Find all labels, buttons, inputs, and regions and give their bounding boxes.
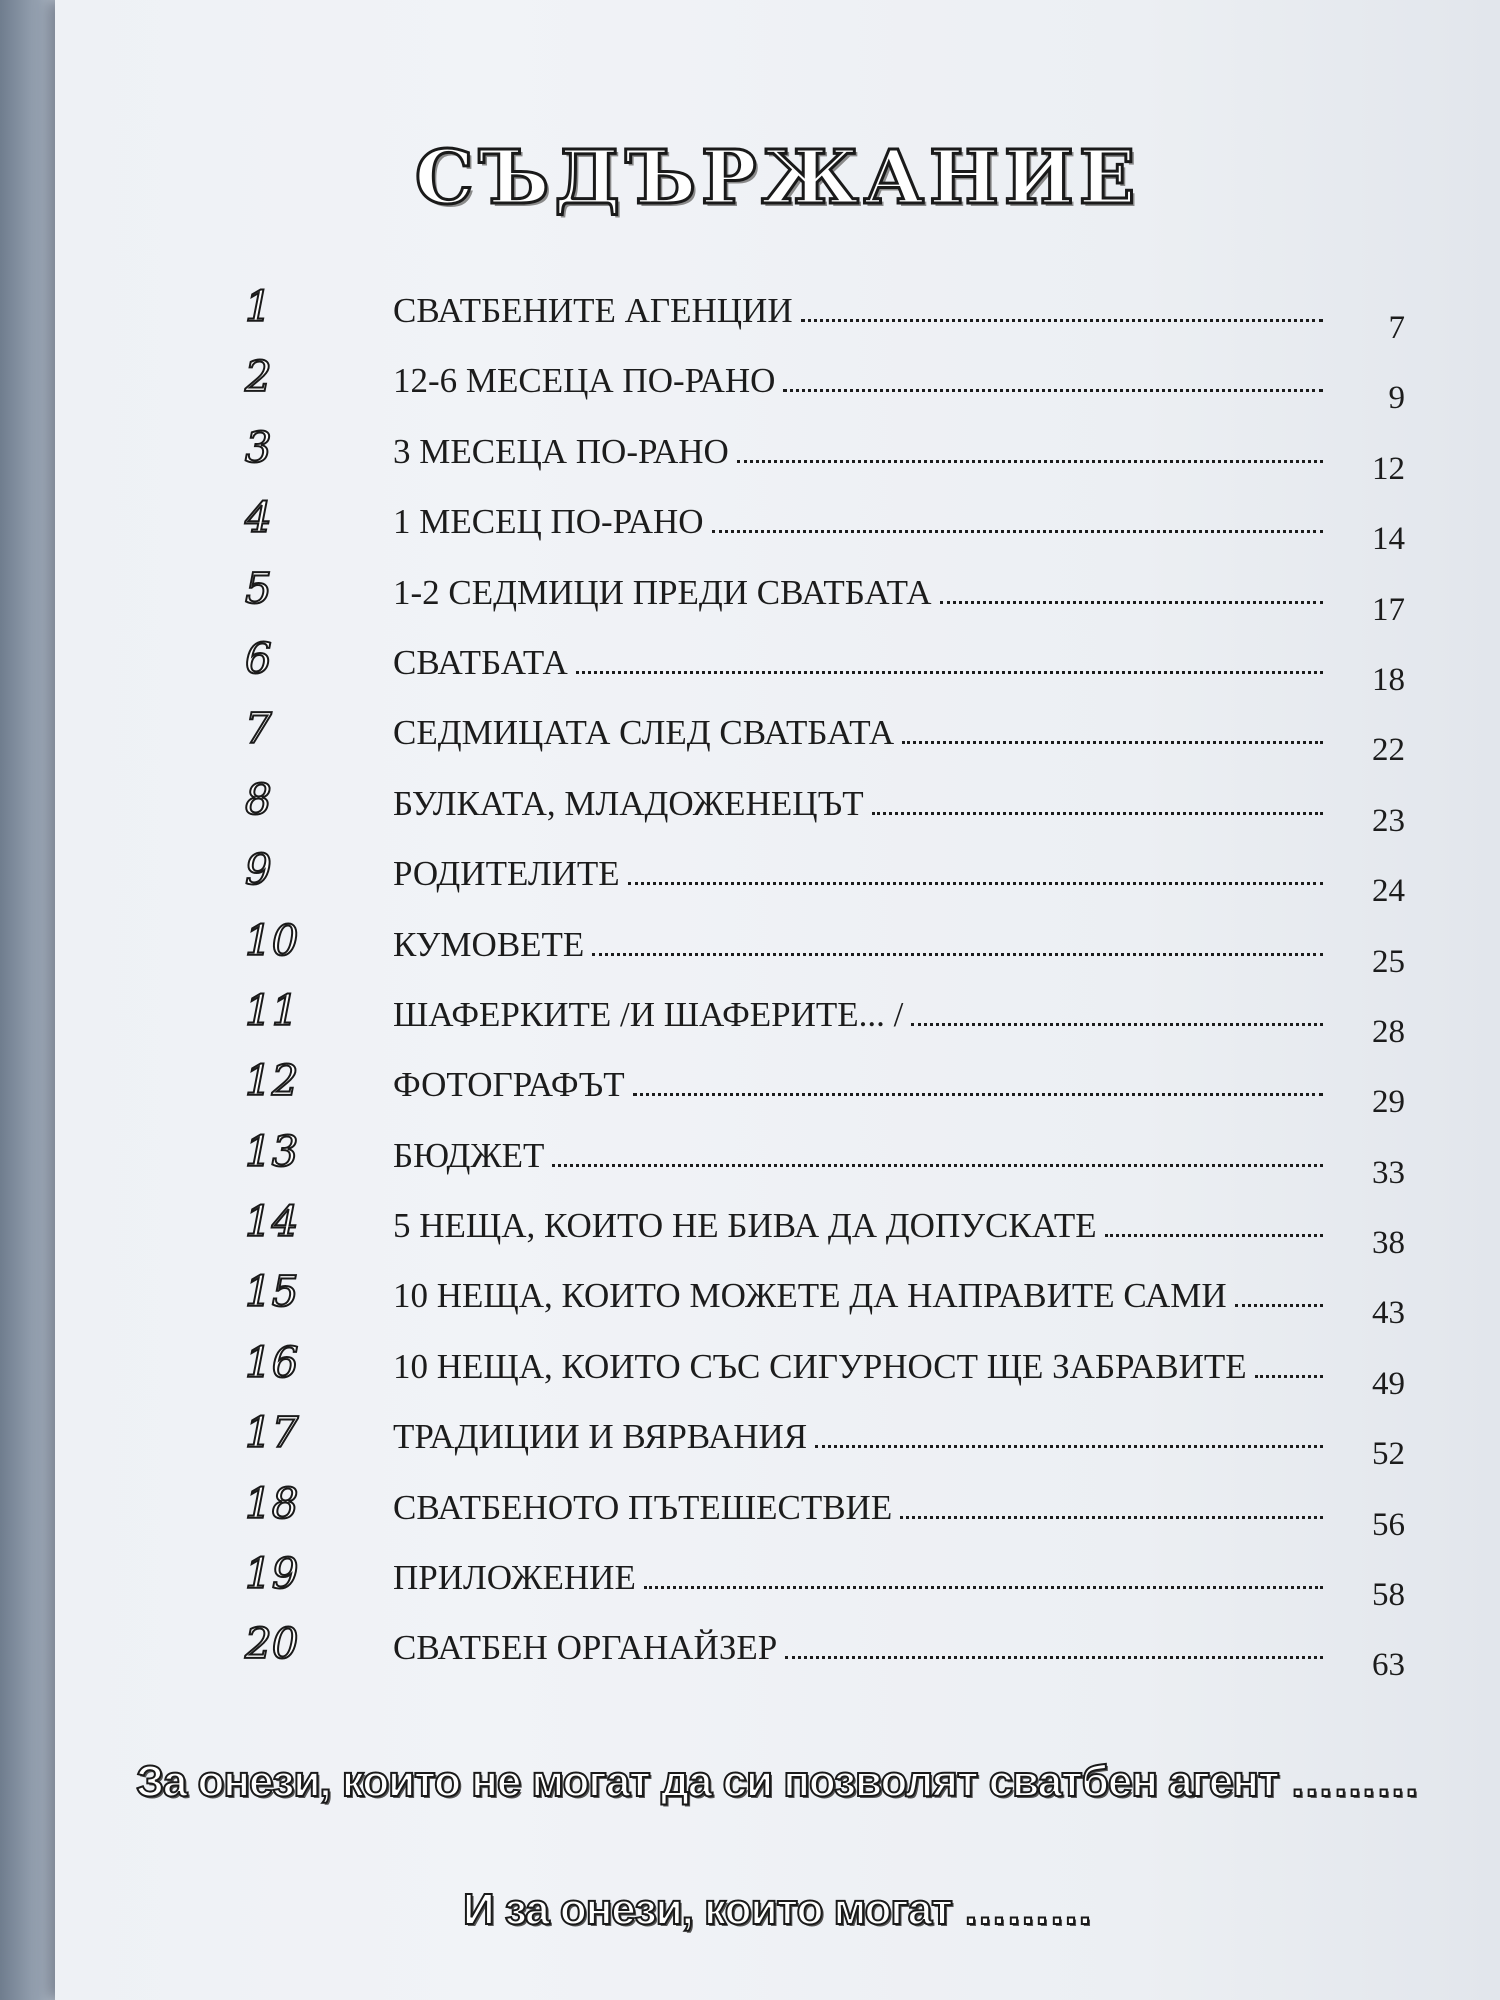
chapter-number: 18 bbox=[245, 1478, 299, 1528]
toc-row bbox=[393, 1205, 1323, 1247]
dot-leader bbox=[902, 741, 1323, 744]
chapter-number: 9 bbox=[245, 845, 272, 895]
toc-row bbox=[393, 924, 1323, 966]
page-number: 52 bbox=[1372, 1436, 1405, 1473]
toc-row bbox=[393, 572, 1323, 614]
chapter-number: 13 bbox=[245, 1126, 299, 1176]
chapter-number: 17 bbox=[245, 1408, 299, 1458]
page-number: 43 bbox=[1372, 1295, 1405, 1332]
toc-row bbox=[393, 853, 1323, 895]
chapter-title: 10 НЕЩА, КОИТО МОЖЕТЕ ДА НАПРАВИТЕ САМИ bbox=[393, 1276, 1227, 1316]
chapter-number: 19 bbox=[245, 1549, 299, 1599]
toc-entry bbox=[245, 1267, 1445, 1345]
dot-leader bbox=[940, 601, 1323, 604]
chapter-title: СВАТБАТА bbox=[393, 642, 568, 682]
chapter-number: 5 bbox=[245, 563, 272, 613]
dot-leader bbox=[628, 882, 1323, 885]
toc-row bbox=[393, 1275, 1323, 1317]
dedication-line-2: И за онези, които могат ……… bbox=[463, 1885, 1092, 1934]
toc-entry bbox=[245, 1619, 1445, 1697]
toc-row bbox=[393, 1557, 1323, 1599]
chapter-number: 7 bbox=[245, 704, 272, 754]
toc-row bbox=[393, 290, 1323, 332]
chapter-number: 10 bbox=[245, 915, 299, 965]
toc-entry bbox=[245, 1337, 1445, 1416]
toc-row bbox=[393, 1064, 1323, 1106]
chapter-number: 12 bbox=[245, 1056, 299, 1106]
toc-row bbox=[393, 1416, 1323, 1458]
dot-leader bbox=[872, 812, 1323, 815]
dot-leader bbox=[801, 319, 1323, 322]
chapter-title: РОДИТЕЛИТЕ bbox=[393, 854, 620, 894]
page-number: 18 bbox=[1372, 661, 1405, 698]
toc-row bbox=[393, 994, 1323, 1036]
chapter-number: 8 bbox=[245, 774, 272, 824]
dot-leader bbox=[911, 1023, 1323, 1026]
toc-entry bbox=[245, 352, 1445, 430]
toc-row bbox=[393, 360, 1323, 402]
chapter-title: КУМОВЕТЕ bbox=[393, 924, 585, 964]
chapter-number: 3 bbox=[245, 422, 272, 472]
dot-leader bbox=[1235, 1304, 1323, 1307]
toc-entry bbox=[245, 774, 1445, 853]
toc-row bbox=[393, 1487, 1323, 1529]
toc-row bbox=[393, 712, 1323, 754]
toc-entry bbox=[245, 1056, 1445, 1134]
page-number: 56 bbox=[1372, 1506, 1405, 1543]
page-number: 38 bbox=[1372, 1225, 1405, 1262]
chapter-number: 20 bbox=[245, 1619, 299, 1669]
page-number: 14 bbox=[1372, 521, 1405, 558]
toc-entry bbox=[245, 422, 1445, 501]
chapter-title: ФОТОГРАФЪТ bbox=[393, 1065, 625, 1105]
dot-leader bbox=[712, 530, 1323, 533]
toc-row bbox=[393, 1346, 1323, 1388]
chapter-number: 11 bbox=[245, 985, 299, 1035]
dot-leader bbox=[815, 1445, 1323, 1448]
dot-leader bbox=[633, 1093, 1323, 1096]
toc-row bbox=[393, 1627, 1323, 1669]
dot-leader bbox=[592, 953, 1323, 956]
chapter-title: БУЛКАТА, МЛАДОЖЕНЕЦЪТ bbox=[393, 783, 864, 823]
dot-leader bbox=[576, 671, 1323, 674]
dedication-line-1: За онези, които не могат да си позволят сватбен агент ……… bbox=[136, 1757, 1419, 1806]
toc-entry bbox=[245, 1197, 1445, 1275]
chapter-title: БЮДЖЕТ bbox=[393, 1135, 545, 1175]
page-number: 24 bbox=[1372, 873, 1405, 910]
page-number: 58 bbox=[1372, 1577, 1405, 1614]
page-title: СЪДЪРЖАНИЕ bbox=[414, 135, 1141, 221]
toc-entry bbox=[245, 563, 1445, 642]
page-number: 33 bbox=[1372, 1154, 1405, 1191]
dot-leader bbox=[552, 1164, 1323, 1167]
toc-entry bbox=[245, 985, 1445, 1064]
chapter-title: ШАФЕРКИТЕ /И ШАФЕРИТЕ... / bbox=[393, 994, 904, 1034]
toc-row bbox=[393, 501, 1323, 543]
dot-leader bbox=[737, 460, 1323, 463]
page-number: 29 bbox=[1372, 1084, 1405, 1121]
chapter-title: СВАТБЕНИТЕ АГЕНЦИИ bbox=[393, 291, 793, 330]
chapter-title: 12-6 МЕСЕЦА ПО-РАНО bbox=[393, 361, 776, 401]
toc-entry bbox=[245, 845, 1445, 923]
toc-entry bbox=[245, 633, 1445, 712]
dot-leader bbox=[900, 1516, 1323, 1519]
dot-leader bbox=[783, 389, 1323, 392]
dot-leader bbox=[1105, 1234, 1323, 1237]
chapter-title: 1-2 СЕДМИЦИ ПРЕДИ СВАТБАТА bbox=[393, 572, 932, 612]
chapter-title: 10 НЕЩА, КОИТО СЪС СИГУРНОСТ ЩЕ ЗАБРАВИТЕ bbox=[393, 1346, 1247, 1386]
page-number: 7 bbox=[1388, 310, 1405, 346]
toc-entry bbox=[245, 493, 1445, 571]
dot-leader bbox=[785, 1656, 1323, 1659]
toc-entry bbox=[245, 1126, 1445, 1205]
toc-entry bbox=[245, 1549, 1445, 1627]
page-number: 63 bbox=[1372, 1647, 1405, 1684]
book-gutter bbox=[0, 0, 55, 2000]
page-number: 12 bbox=[1372, 450, 1405, 487]
chapter-number: 1 bbox=[245, 282, 272, 331]
page-number: 22 bbox=[1372, 732, 1405, 769]
page-number: 49 bbox=[1372, 1365, 1405, 1402]
page-number: 25 bbox=[1372, 943, 1405, 980]
page-number: 23 bbox=[1372, 802, 1405, 839]
toc-entry bbox=[245, 704, 1445, 782]
toc-row bbox=[393, 1135, 1323, 1177]
chapter-number: 14 bbox=[245, 1197, 299, 1247]
chapter-title: СЕДМИЦАТА СЛЕД СВАТБАТА bbox=[393, 713, 895, 753]
book-page bbox=[55, 0, 1500, 2000]
chapter-title: 1 МЕСЕЦ ПО-РАНО bbox=[393, 502, 704, 542]
toc-entry bbox=[245, 282, 1445, 360]
dot-leader bbox=[1255, 1375, 1323, 1378]
page-number: 28 bbox=[1372, 1013, 1405, 1050]
chapter-number: 15 bbox=[245, 1267, 299, 1317]
chapter-title: СВАТБЕН ОРГАНАЙЗЕР bbox=[393, 1628, 778, 1668]
chapter-number: 4 bbox=[245, 493, 272, 543]
toc-row bbox=[393, 783, 1323, 825]
table-of-contents bbox=[245, 282, 1445, 1698]
chapter-title: СВАТБЕНОТО ПЪТЕШЕСТВИЕ bbox=[393, 1487, 893, 1527]
chapter-title: 5 НЕЩА, КОИТО НЕ БИВА ДА ДОПУСКАТЕ bbox=[393, 1206, 1097, 1246]
toc-entry bbox=[245, 915, 1445, 994]
dot-leader bbox=[644, 1586, 1323, 1589]
page-number: 9 bbox=[1388, 380, 1405, 417]
toc-row bbox=[393, 431, 1323, 473]
toc-entry bbox=[245, 1408, 1445, 1486]
chapter-title: ПРИЛОЖЕНИЕ bbox=[393, 1558, 636, 1598]
chapter-title: ТРАДИЦИИ И ВЯРВАНИЯ bbox=[393, 1417, 808, 1457]
chapter-number: 16 bbox=[245, 1337, 299, 1387]
chapter-title: 3 МЕСЕЦА ПО-РАНО bbox=[393, 431, 729, 471]
toc-row bbox=[393, 642, 1323, 684]
toc-entry bbox=[245, 1478, 1445, 1557]
chapter-number: 6 bbox=[245, 633, 272, 683]
page-number: 17 bbox=[1372, 591, 1405, 628]
chapter-number: 2 bbox=[245, 352, 272, 402]
